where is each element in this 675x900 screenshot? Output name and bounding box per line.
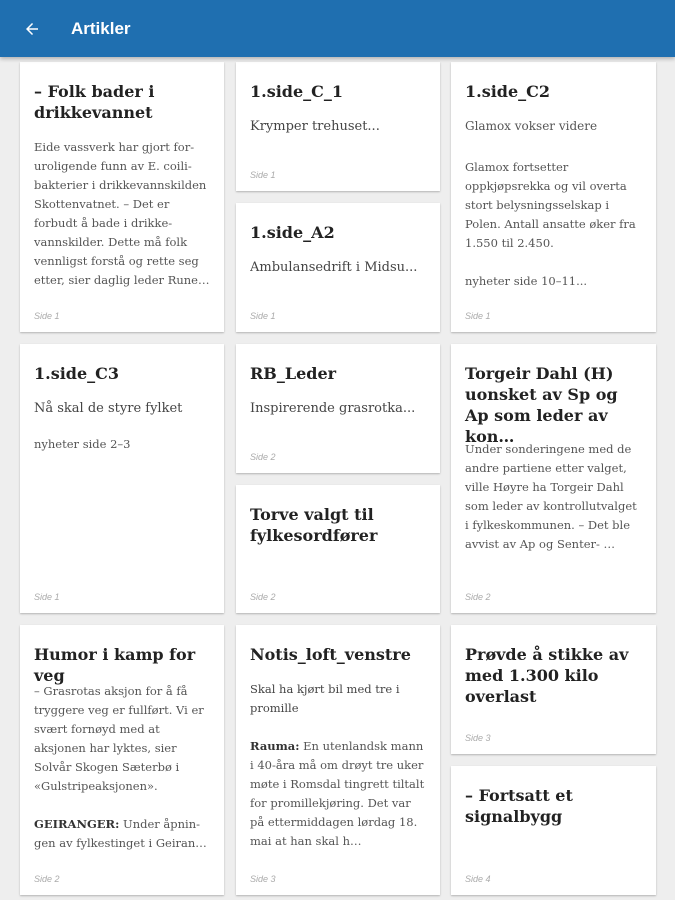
article-title: 1.side_C2 [465, 82, 551, 101]
article-body [465, 440, 644, 554]
article-text: Under sonderingene med de andre partiene etter valget, ville Høyre ha Torgeir Dahl som leder av kontrollutvalget i fylkeskommunen. – Det ble avvist av Ap og Senter- … [465, 442, 637, 551]
arrow-left-icon [23, 20, 41, 38]
article-card[interactable] [20, 625, 224, 895]
article-subtitle: Krymper trehuset... [250, 119, 380, 134]
article-lead: Rauma: [250, 739, 300, 753]
page-title: Artikler [71, 19, 131, 38]
article-subtitle: Ambulansedrift i Midsu... [250, 260, 418, 275]
article-card[interactable] [20, 344, 224, 613]
article-card[interactable] [451, 766, 656, 895]
page-number: Side 4 [465, 874, 491, 884]
article-card[interactable] [236, 625, 440, 895]
article-text: – Grasrotas aksjon for å få tryggere veg er fullført. Vi er svært fornøyd med at aksjonen har lyktes, sier Solvår Skogen Sæterbø i «Gulstripeaksjonen». [34, 684, 204, 793]
article-lead: GEIRANGER: [34, 817, 120, 831]
article-text: nyheter side 10–11... [465, 274, 588, 288]
article-body [34, 138, 212, 290]
article-title: 1.side_C3 [34, 364, 120, 383]
page-number: Side 3 [465, 733, 491, 743]
article-title: Notis_loft_venstre [250, 645, 411, 664]
article-title: – Fortsatt et signalbygg [465, 786, 573, 826]
article-subtitle: Glamox vokser videre [465, 119, 598, 133]
page-number: Side 1 [34, 592, 60, 602]
page-number: Side 3 [250, 874, 276, 884]
article-card[interactable] [20, 62, 224, 332]
app-bar [0, 0, 675, 57]
page-number: Side 1 [250, 170, 276, 180]
article-body [34, 682, 212, 853]
article-subtitle: Nå skal de styre fylket [34, 401, 183, 416]
page-number: Side 2 [250, 452, 276, 462]
article-title: Prøvde å stikke av med 1.300 kilo overlast [465, 645, 629, 706]
page-number: Side 2 [34, 874, 60, 884]
article-text: Eide vassverk har gjort foruroligende funn av E. coili-bakterier i drikkevannskilden Skottenvatnet. – Det er forbudt å bade i drikkevannskilder. Dette må folk vennligst forstå og rette seg etter, sier daglig leder Rune… [34, 140, 210, 287]
article-text: En utenlandsk mann i 40-åra må om drøyt tre uker møte i Romsdal tingrett tiltalt for promillekjøring. Det var på ettermiddagen lørdag 18. mai at han skal h… [250, 739, 425, 848]
article-card[interactable] [451, 62, 656, 332]
article-text: Under åpningen av fylkestinget i Geiran… [34, 817, 207, 850]
article-body [34, 435, 212, 454]
article-card[interactable] [236, 344, 440, 473]
page-number: Side 2 [465, 592, 491, 602]
article-title: RB_Leder [250, 364, 337, 383]
article-subtitle: Skal ha kjørt bil med tre i promille [250, 682, 400, 715]
article-text: nyheter side 2–3 [34, 437, 131, 451]
page-number: Side 1 [250, 311, 276, 321]
article-grid [0, 57, 675, 900]
article-title: Humor i kamp for veg [34, 645, 196, 685]
article-title: Torgeir Dahl (H) uonsket av Sp og Ap som leder av kon… [465, 364, 618, 446]
article-body [250, 737, 428, 851]
article-title: 1.side_A2 [250, 223, 335, 242]
article-card[interactable] [236, 485, 440, 613]
page-number: Side 1 [34, 311, 60, 321]
back-button[interactable] [14, 12, 50, 46]
page-number: Side 1 [465, 311, 491, 321]
article-text: Glamox fortsetter oppkjøpsrekka og vil overta stort belysningsselskap i Polen. Antall ansatte øker fra 1.550 til 2.450. [465, 160, 636, 250]
article-title: 1.side_C_1 [250, 82, 344, 101]
article-title: – Folk bader i drikkevannet [34, 82, 155, 122]
article-card[interactable] [451, 625, 656, 754]
article-card[interactable] [236, 203, 440, 332]
article-body [465, 158, 644, 291]
article-card[interactable] [236, 62, 440, 191]
article-subtitle: Inspirerende grasrotka... [250, 401, 416, 416]
article-card[interactable] [451, 344, 656, 613]
article-title: Torve valgt til fylkesordfører [250, 505, 378, 545]
page-number: Side 2 [250, 592, 276, 602]
